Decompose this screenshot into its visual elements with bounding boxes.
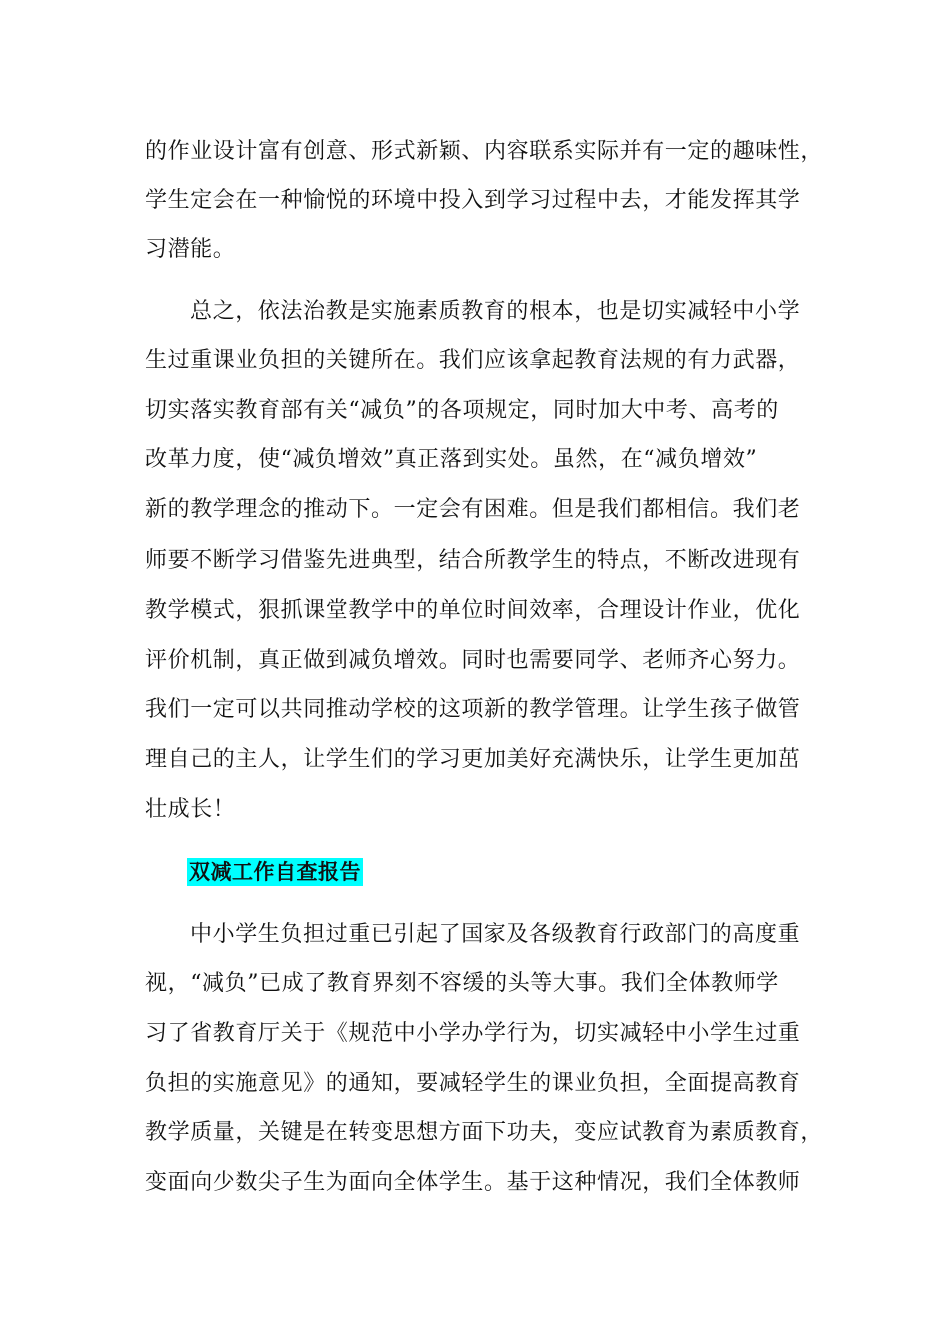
text-line: 切实落实教育部有关“减负”的各项规定，同时加大中考、高考的 — [145, 398, 779, 423]
text-line: 壮成长！ — [145, 797, 236, 822]
text-line: 的作业设计富有创意、形式新颖、内容联系实际并有一定的趣味性， — [145, 139, 824, 164]
text-line: 习潜能。 — [145, 237, 236, 262]
text-line: 评价机制，真正做到减负增效。同时也需要同学、老师齐心努力。 — [145, 648, 801, 673]
section-heading: 双减工作自查报告 — [189, 859, 361, 884]
text-line: 视，“减负”已成了教育界刻不容缓的头等大事。我们全体教师学 — [145, 971, 779, 996]
text-line: 负担的实施意见》的通知，要减轻学生的课业负担，全面提高教育 — [145, 1071, 801, 1096]
text-line: 生过重课业负担的关键所在。我们应该拿起教育法规的有力武器， — [145, 348, 801, 373]
text-line: 改革力度，使“减负增效”真正落到实处。虽然，在“减负增效” — [145, 447, 758, 472]
text-line: 总之，依法治教是实施素质教育的根本，也是切实减轻中小学 — [190, 299, 801, 324]
text-line: 我们一定可以共同推动学校的这项新的教学管理。让学生孩子做管 — [145, 697, 801, 722]
text-line: 教学模式，狠抓课堂教学中的单位时间效率，合理设计作业，优化 — [145, 598, 801, 623]
text-line: 新的教学理念的推动下。一定会有困难。但是我们都相信。我们老 — [145, 497, 801, 522]
text-line: 教学质量，关键是在转变思想方面下功夫，变应试教育为素质教育， — [145, 1120, 824, 1145]
text-line: 变面向少数尖子生为面向全体学生。基于这种情况，我们全体教师 — [145, 1170, 801, 1195]
text-line: 师要不断学习借鉴先进典型，结合所教学生的特点，不断改进现有 — [145, 548, 801, 573]
text-line: 学生定会在一种愉悦的环境中投入到学习过程中去，才能发挥其学 — [145, 188, 801, 213]
text-line: 习了省教育厅关于《规范中小学办学行为，切实减轻中小学生过重 — [145, 1021, 801, 1046]
text-line: 中小学生负担过重已引起了国家及各级教育行政部门的高度重 — [190, 922, 801, 947]
text-line: 理自己的主人，让学生们的学习更加美好充满快乐，让学生更加茁 — [145, 747, 801, 772]
